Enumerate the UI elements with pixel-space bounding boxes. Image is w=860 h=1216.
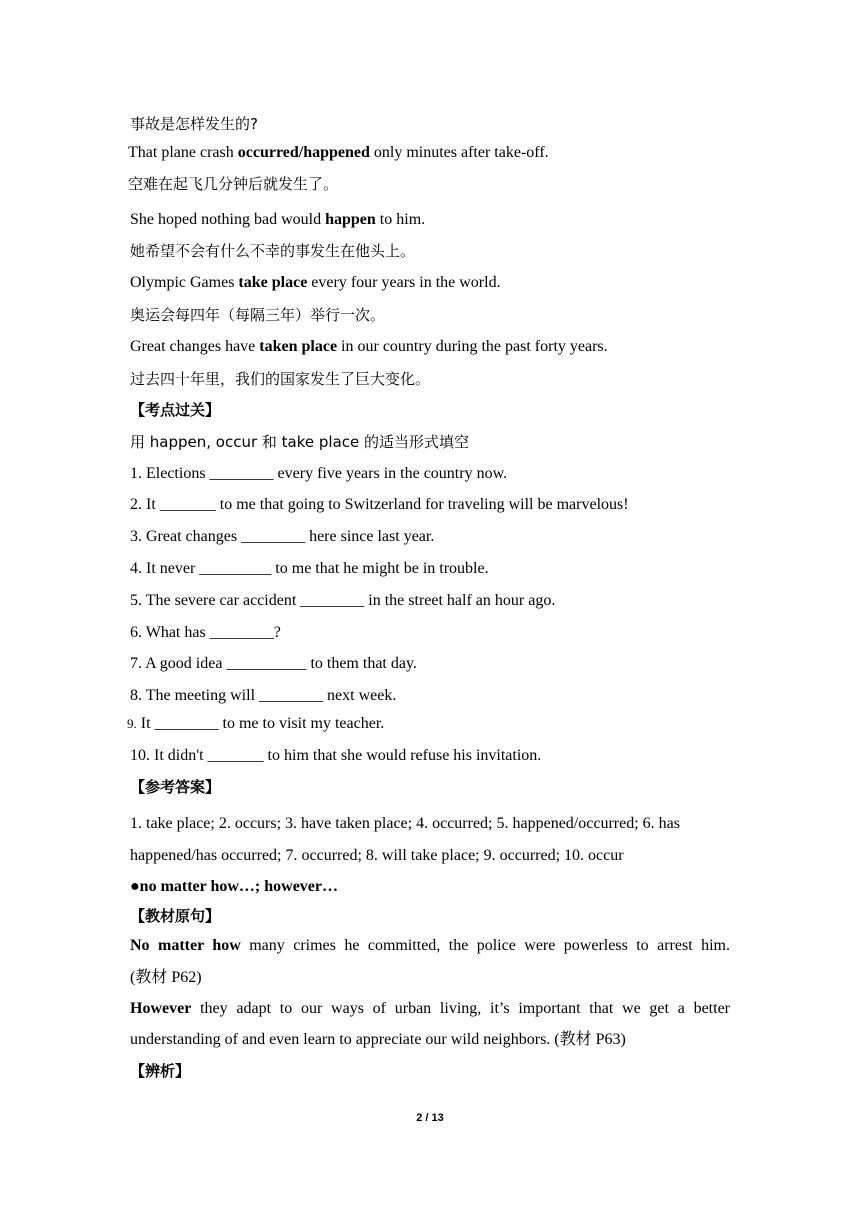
exercise-item: 6. What has ________? bbox=[130, 624, 281, 641]
text-run: only minutes after take-off. bbox=[369, 144, 549, 161]
exercise-item: 1. Elections ________ every five years in the country now. bbox=[130, 465, 508, 482]
exercise-item: 3. Great changes ________ here since last year. bbox=[130, 528, 435, 545]
text-run: in our country during the past forty years. bbox=[337, 338, 608, 355]
textbook-sentence bbox=[130, 998, 730, 1020]
exercise-item: 4. It never _________ to me that he might be in trouble. bbox=[130, 560, 489, 577]
keyword: occurred/happened bbox=[237, 144, 370, 161]
exercise-item bbox=[127, 713, 384, 735]
page-number: 2 / 13 bbox=[416, 1112, 444, 1124]
text-run: every four years in the world. bbox=[307, 274, 501, 291]
text-run: That plane crash bbox=[128, 144, 238, 161]
section-heading: 【考点过关】 bbox=[130, 401, 221, 419]
exercise-item: 7. A good idea __________ to them that day. bbox=[130, 655, 417, 672]
textbook-source: (教材 P62) bbox=[130, 969, 202, 986]
keyword: No matter how bbox=[130, 937, 241, 954]
text-line: 事故是怎样发生的? bbox=[130, 115, 258, 133]
text-run: Great changes have bbox=[130, 338, 260, 355]
exercise-item: 5. The severe car accident ________ in the street half an hour ago. bbox=[130, 592, 556, 609]
text-run: She hoped nothing bad would bbox=[130, 211, 326, 228]
section-heading: 【教材原句】 bbox=[130, 907, 221, 925]
textbook-sentence bbox=[130, 935, 730, 957]
keyword: happen bbox=[325, 211, 376, 228]
topic-heading: ●no matter how…; however… bbox=[130, 878, 338, 895]
text-run: many crimes he committed, the police were powerless to arrest him. bbox=[240, 937, 730, 954]
text-run: to him. bbox=[375, 211, 426, 228]
example-sentence bbox=[128, 142, 549, 164]
answer-line: happened/has occurred; 7. occurred; 8. will take place; 9. occurred; 10. occur bbox=[130, 847, 624, 864]
text-run: Olympic Games bbox=[130, 274, 239, 291]
keyword: take place bbox=[238, 274, 308, 291]
translation: 过去四十年里，我们的国家发生了巨大变化。 bbox=[130, 370, 431, 388]
keyword: However bbox=[130, 1000, 192, 1017]
example-sentence bbox=[130, 336, 608, 358]
keyword: taken place bbox=[259, 338, 338, 355]
exercise-item: 2. It _______ to me that going to Switzerland for traveling will be marvelous! bbox=[130, 496, 629, 513]
translation: 她希望不会有什么不幸的事发生在他头上。 bbox=[130, 242, 416, 260]
textbook-sentence-cont: understanding of and even learn to appreciate our wild neighbors. (教材 P63) bbox=[130, 1031, 626, 1048]
translation: 空难在起飞几分钟后就发生了。 bbox=[128, 175, 339, 193]
instruction: 用 happen, occur 和 take place 的适当形式填空 bbox=[130, 433, 470, 451]
section-heading: 【辨析】 bbox=[130, 1062, 191, 1080]
section-heading: 【参考答案】 bbox=[130, 778, 221, 796]
example-sentence bbox=[130, 209, 425, 231]
exercise-item: 8. The meeting will ________ next week. bbox=[130, 687, 397, 704]
example-sentence bbox=[130, 272, 501, 294]
translation: 奥运会每四年（每隔三年）举行一次。 bbox=[130, 306, 386, 324]
item-text: It ________ to me to visit my teacher. bbox=[136, 715, 385, 732]
answer-line: 1. take place; 2. occurs; 3. have taken place; 4. occurred; 5. happened/occurred; 6. has bbox=[130, 815, 680, 832]
text-run: they adapt to our ways of urban living, it’s important that we get a better bbox=[191, 1000, 730, 1017]
item-number: 9. bbox=[127, 716, 137, 731]
exercise-item: 10. It didn't _______ to him that she would refuse his invitation. bbox=[130, 747, 542, 764]
